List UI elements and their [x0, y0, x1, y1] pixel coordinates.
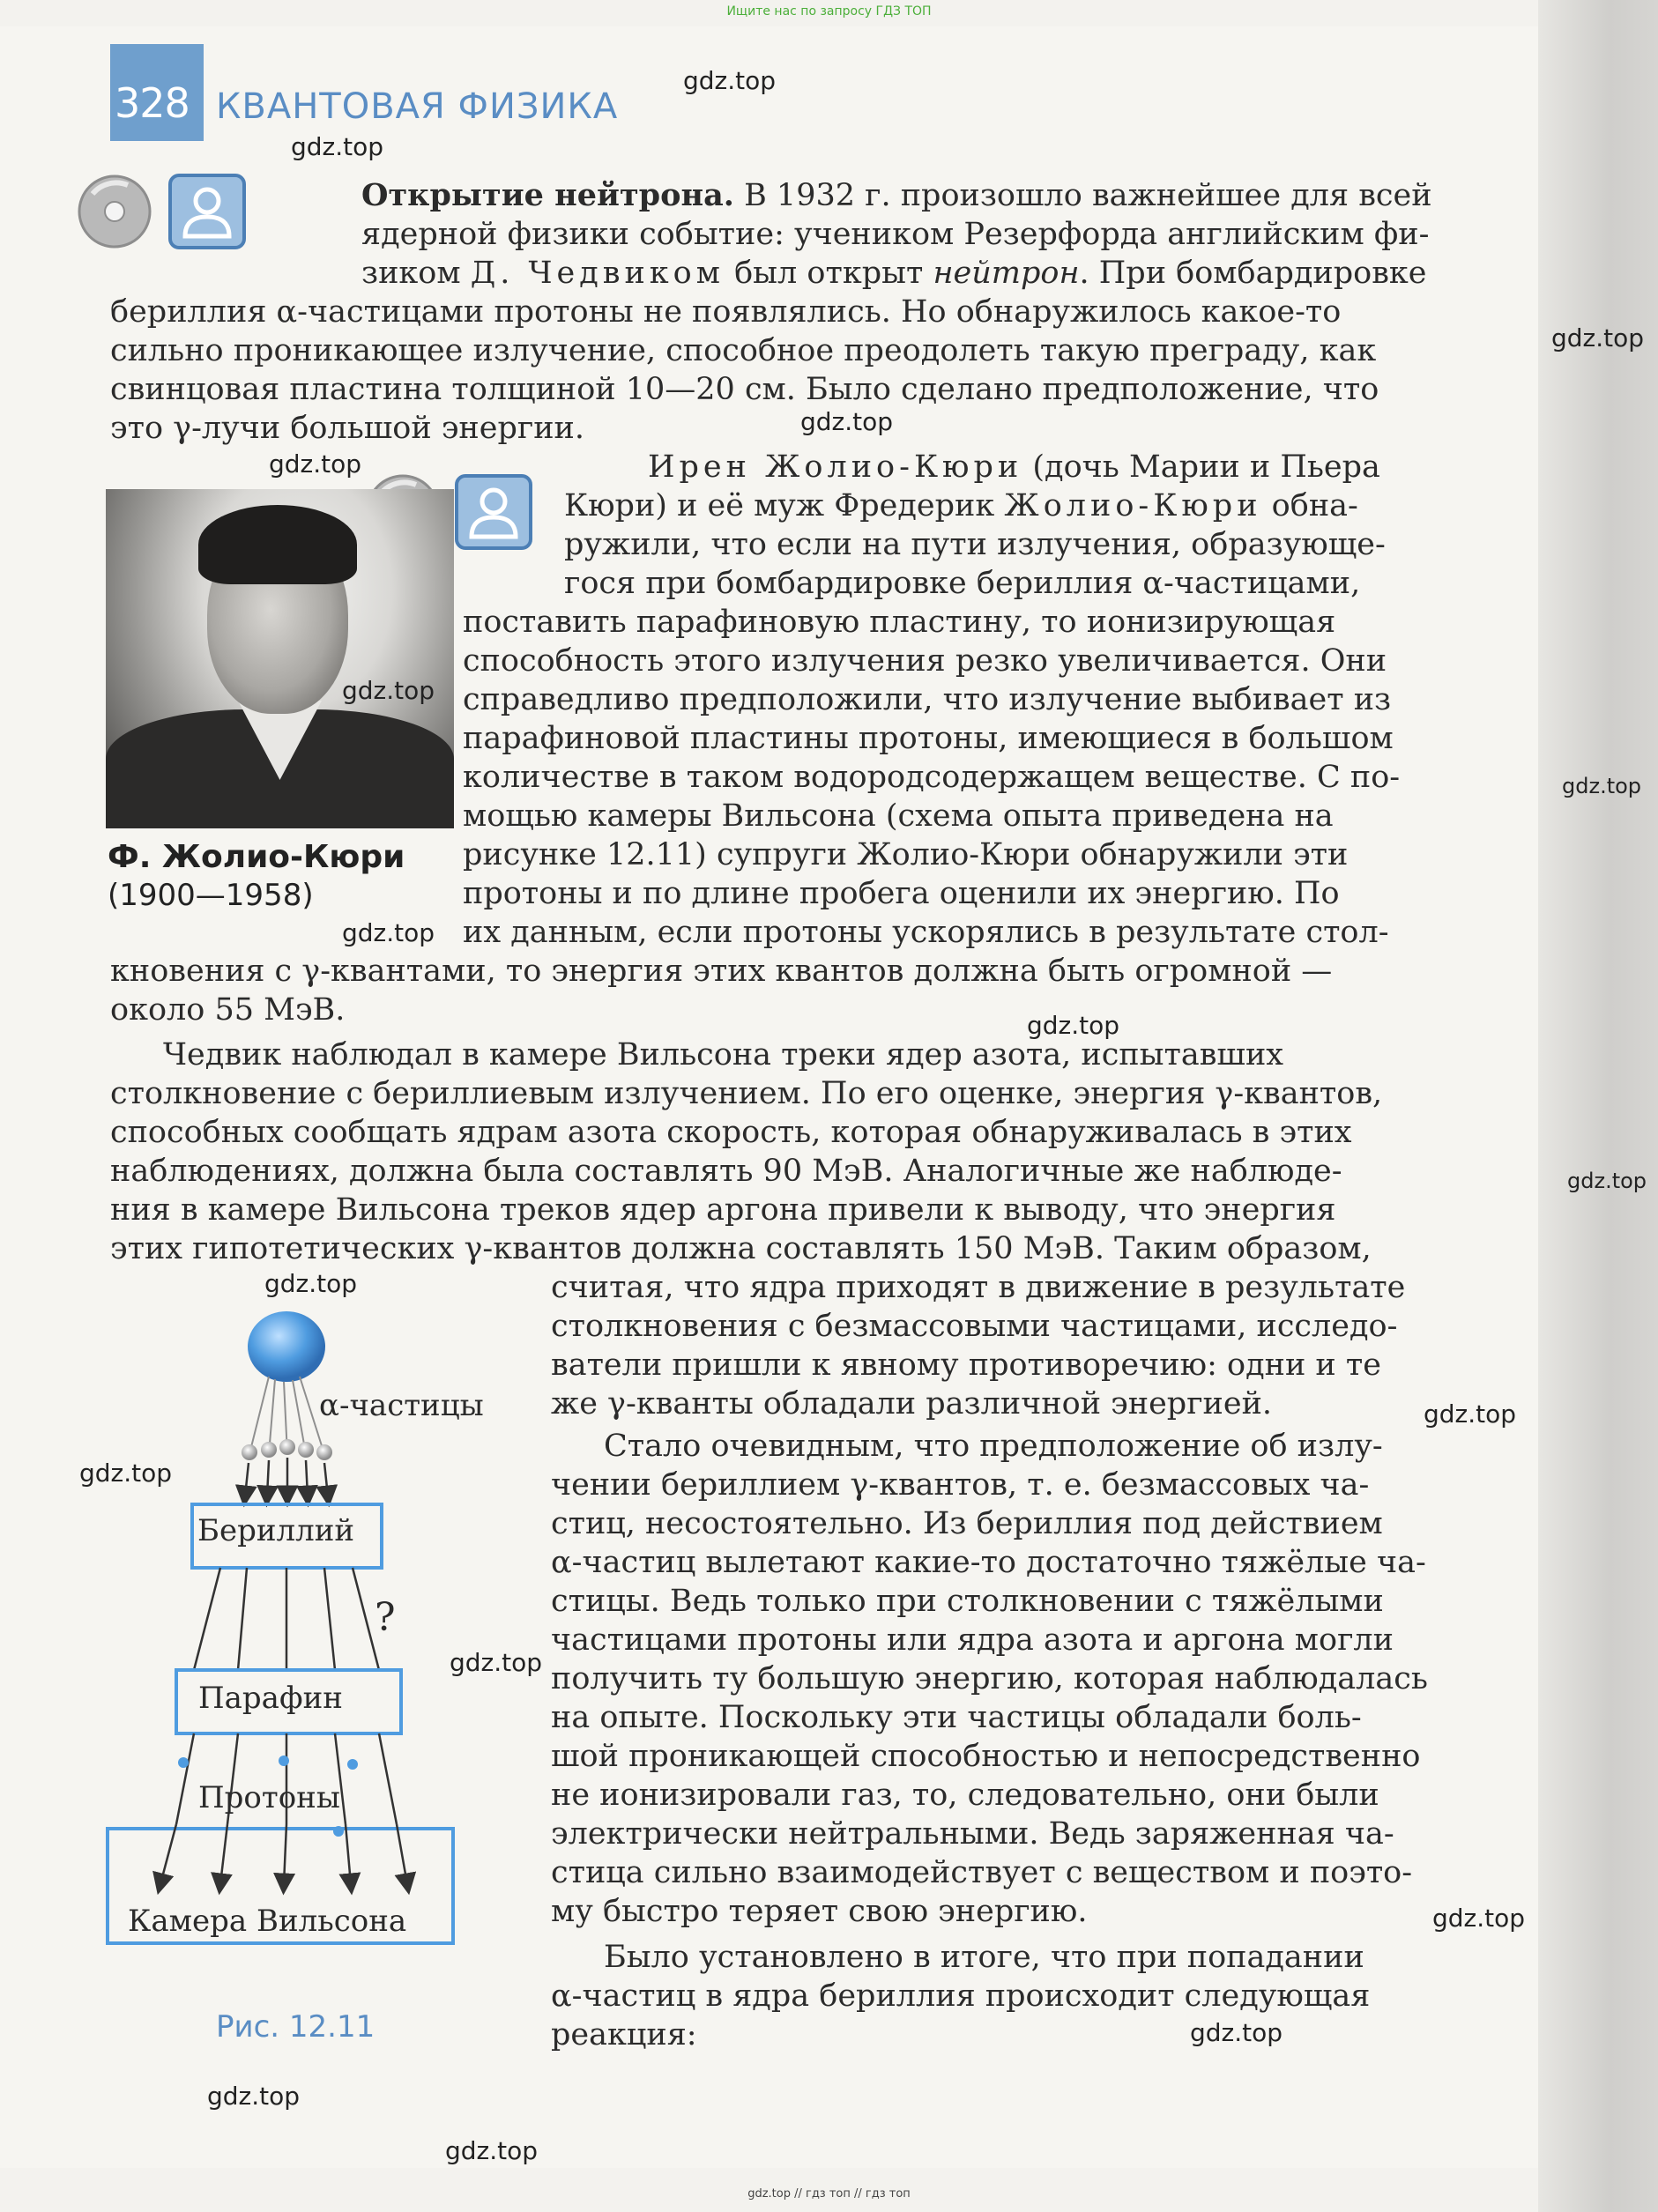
name-frederic: Жолио-Кюри — [1004, 488, 1262, 523]
protons-label: Протоны — [198, 1780, 340, 1815]
paragraph-reaction: Было установлено в итоге, что при попадании α-частиц в ядра бериллия происходит следующая реакция: — [551, 1940, 1371, 2052]
watermark: gdz.top — [342, 676, 435, 705]
watermark: gdz.top — [342, 918, 435, 947]
paraffin-label: Парафин — [198, 1681, 343, 1716]
watermark: gdz.top — [450, 1648, 543, 1677]
paragraph-conclusion: Стало очевидным, что предположение об излу- чении бериллием γ-квантов, т. е. безмассовых ча- стиц, несостоятельно. Из бериллия под действием α-частиц вылетают какие-то достаточно тяжёлые ча- стицы. Ведь только при столкновении с тяжёлыми частицами протоны или ядра азота и аргона могли получить ту большую энергию, которая наблюдалась на опыте. Поскольку эти частицы обладали боль- шой проникающей способностью и непосредственно не ионизировали газ, то, следовательно, они были электрически нейтральными. Ведь заряженная ча- стица сильно взаимодействует с веществом и поэто- му быстро теряет свою энергию. — [551, 1429, 1428, 1929]
paragraph-title: Открытие нейтрона. — [361, 177, 734, 213]
wilson-chamber-label: Камера Вильсона — [128, 1904, 407, 1939]
alpha-source-ball — [248, 1311, 325, 1382]
bottom-banner[interactable]: gdz.top // гдз топ // гдз топ — [747, 2187, 911, 2201]
portrait-name: Ф. Жолио-Кюри — [108, 839, 405, 875]
portrait-years: (1900—1958) — [108, 878, 314, 913]
alpha-particles-label: α-частицы — [319, 1388, 484, 1423]
watermark: gdz.top — [1562, 774, 1642, 798]
term-neutron: нейтрон — [933, 256, 1080, 291]
name-chadwick: Д. Чедвиком — [470, 256, 725, 291]
page-number: 328 — [115, 79, 190, 127]
watermark: gdz.top — [1424, 1399, 1517, 1429]
name-irene: Ирен Жолио-Кюри — [648, 449, 1023, 485]
watermark: gdz.top — [683, 66, 777, 95]
section-title: КВАНТОВАЯ ФИЗИКА — [216, 86, 619, 127]
watermark: gdz.top — [1551, 323, 1645, 353]
watermark: gdz.top — [1190, 2018, 1283, 2047]
paragraph-chadwick-observations: Чедвик наблюдал в камере Вильсона треки ядер азота, испытавших столкновение с бериллиевым излучением. По его оценке, энергия γ-квантов, способных сообщать ядрам азота скорость, которая обнаруживалась в этих наблюдениях, должна была составлять 90 МэВ. Аналогичные же наблюде- ния в камере Вильсона треков ядер аргона привели к выводу, что энергия этих гипотетических γ-квантов должна составлять 150 МэВ. Таким образом, считая, что ядра приходят в движение в результате столкновения с безмассовыми частицами, исследо- ватели пришли к явному противоречию: одни и те же γ-кванты обладали различной энергией. — [110, 1037, 1406, 1421]
watermark: gdz.top — [291, 132, 384, 161]
watermark: gdz.top — [1567, 1169, 1647, 1193]
watermark: gdz.top — [445, 2136, 539, 2165]
watermark: gdz.top — [269, 449, 362, 479]
figure-caption: Рис. 12.11 — [216, 2009, 375, 2045]
question-mark: ? — [375, 1595, 396, 1640]
watermark: gdz.top — [79, 1459, 173, 1488]
top-banner[interactable]: Ищите нас по запросу ГДЗ ТОП — [726, 4, 932, 19]
watermark: gdz.top — [207, 2082, 301, 2111]
watermark: gdz.top — [800, 407, 894, 436]
watermark: gdz.top — [1027, 1011, 1120, 1040]
watermark: gdz.top — [1432, 1904, 1526, 1933]
paragraph-joliot-curie: Ирен Жолио-Кюри (дочь Марии и Пьера Кюри) и её муж Фредерик Жолио-Кюри обна- ружили, что если на пути излучения, образующе- гося при бомбардировке бериллия α-частицами, поставить парафиновую пластину, то ионизирующая способность этого излучения резко увеличивается. Они справедливо предположили, что излучение выбивает из парафиновой пластины протоны, имеющиеся в большом количестве в таком водородсодержащем веществе. С по- мощью камеры Вильсона (схема опыта приведена на рисунке 12.11) супруги Жолио-Кюри обнаружили эти протоны и по длине пробега оценили их энергию. По их данным, если протоны ускорялись в результате стол- кновения с γ-квантами, то энергия этих квантов должна быть огромной — около 55 МэВ. — [110, 449, 1401, 1028]
watermark: gdz.top — [264, 1269, 358, 1298]
beryllium-label: Бериллий — [197, 1513, 355, 1548]
paragraph-neutron-discovery: Открытие нейтрона. В 1932 г. произошло важнейшее для всей ядерной физики событие: учеником Резерфорда английским фи- зиком Д. Чедвиком был открыт нейтрон. При бомбардировке бериллия α-частицами протоны не появлялись. Но обнаружилось какое-то сильно проникающее излучение, способное преодолеть такую преграду, как свинцовая пластина толщиной 10—20 см. Было сделано предположение, что это γ-лучи большой энергии. — [110, 177, 1432, 446]
